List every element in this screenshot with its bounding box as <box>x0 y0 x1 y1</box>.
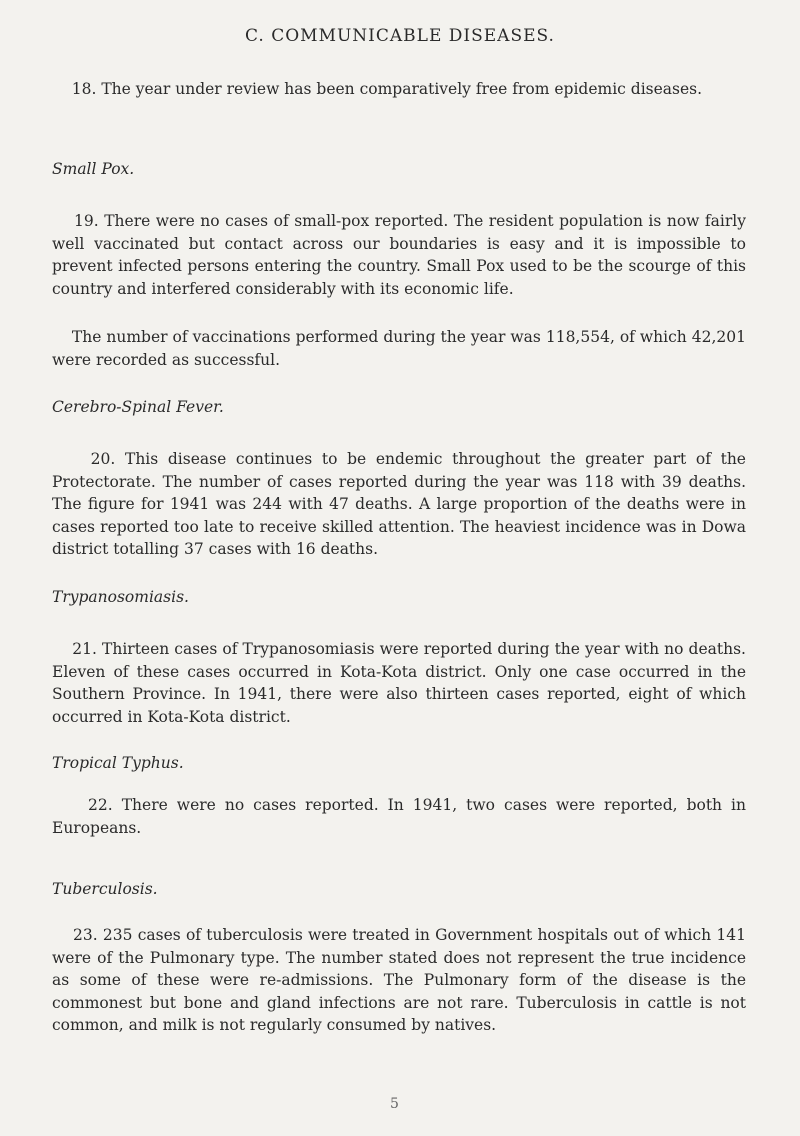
paragraph-text: There were no cases reported. In 1941, two cases were reported, both in Europeans. <box>52 796 746 837</box>
paragraph-18 <box>52 78 746 101</box>
heading-tropical-typhus: Tropical Typhus. <box>52 754 184 772</box>
paragraph-text: Thirteen cases of Trypanosomiasis were reported during the year with no deaths. Eleven of these cases occurred in Kota-Kota district. Only one case occurred in the Southern Province. In 1941, there were also thirteen cases reported, eight of which occurred in Kota-Kota district. <box>52 640 746 726</box>
heading-cerebro-spinal-fever: Cerebro-Spinal Fever. <box>52 398 224 416</box>
paragraph-23 <box>52 924 746 1037</box>
paragraph-19 <box>52 210 746 300</box>
heading-trypanosomiasis: Trypanosomiasis. <box>52 588 189 606</box>
paragraph-number: 23. <box>72 926 98 944</box>
paragraph-text: The number of vaccinations performed during the year was 118,554, of which 42,201 were recorded as successful. <box>52 328 746 369</box>
heading-small-pox: Small Pox. <box>52 160 135 178</box>
heading-tuberculosis: Tuberculosis. <box>52 880 158 898</box>
paragraph-19-continued <box>52 326 746 371</box>
paragraph-21 <box>52 638 746 728</box>
paragraph-number: 18. <box>71 80 97 98</box>
paragraph-number: 21. <box>72 640 97 658</box>
paragraph-22 <box>52 794 746 839</box>
paragraph-number: 19. <box>74 212 99 230</box>
paragraph-20 <box>52 448 746 561</box>
paragraph-text: The year under review has been comparatively free from epidemic diseases. <box>101 80 703 98</box>
paragraph-text: 235 cases of tuberculosis were treated in Government hospitals out of which 141 were of the Pulmonary type. The number stated does not represent the true incidence as some of these were re-admissions. The Pulmonary form of the disease is the commonest but bone and gland infections are not rare. Tuberculosis in cattle is not common, and milk is not regularly consumed by natives. <box>52 926 746 1034</box>
paragraph-number: 20. <box>90 450 116 468</box>
page-title: C. COMMUNICABLE DISEASES. <box>245 26 555 46</box>
paragraph-number: 22. <box>88 796 113 814</box>
paragraph-text: There were no cases of small-pox reported. The resident population is now fairly well vaccinated but contact across our boundaries is easy and it is impossible to prevent infected persons entering the country. Small Pox used to be the scourge of this country and interfered considerably with its economic life. <box>52 212 746 298</box>
page-number: 5 <box>390 1096 399 1112</box>
paragraph-text: This disease continues to be endemic throughout the greater part of the Protectorate. The number of cases reported during the year was 118 with 39 deaths. The figure for 1941 was 244 with 47 deaths. A large proportion of the deaths were in cases reported too late to receive skilled attention. The heaviest incidence was in Dowa district totalling 37 cases with 16 deaths. <box>52 450 746 558</box>
